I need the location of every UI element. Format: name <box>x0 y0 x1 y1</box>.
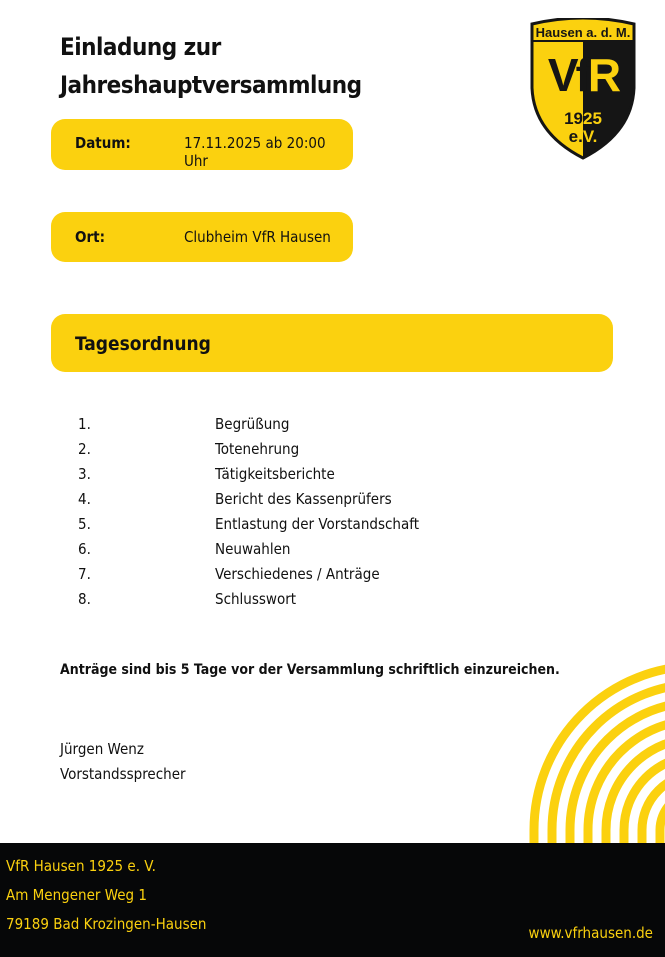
agenda-item-text: Tätigkeitsberichte <box>215 465 335 483</box>
agenda-item-text: Bericht des Kassenprüfers <box>215 490 392 508</box>
footer-website-link[interactable]: www.vfrhausen.de <box>528 924 653 942</box>
location-value: Clubheim VfR Hausen <box>184 228 331 246</box>
agenda-item-number: 1. <box>78 415 91 433</box>
agenda-item-number: 8. <box>78 590 91 608</box>
agenda-item-text: Schlusswort <box>215 590 297 608</box>
location-label: Ort: <box>75 228 105 246</box>
agenda-item-text: Begrüßung <box>215 415 290 433</box>
agenda-item-text: Verschiedenes / Anträge <box>215 565 380 583</box>
svg-text:VfR: VfR <box>547 49 619 101</box>
submission-note: Anträge sind bis 5 Tage vor der Versammlung schriftlich einzureichen. <box>60 662 560 678</box>
title-line-2: Jahreshauptversammlung <box>60 71 362 99</box>
footer-street: Am Mengener Weg 1 <box>6 886 147 904</box>
footer-club-name: VfR Hausen 1925 e. V. <box>6 857 156 875</box>
agenda-item-number: 5. <box>78 515 91 533</box>
title-line-1: Einladung zur <box>60 33 221 61</box>
signature-name: Jürgen Wenz <box>60 740 144 758</box>
arc <box>660 792 665 845</box>
signature-role: Vorstandssprecher <box>60 765 186 783</box>
agenda-item-number: 4. <box>78 490 91 508</box>
footer-address <box>6 852 206 939</box>
agenda-item-number: 7. <box>78 565 91 583</box>
agenda-heading: Tagesordnung <box>75 333 211 355</box>
svg-text:e.V.: e.V. <box>568 127 598 146</box>
agenda-item-text: Neuwahlen <box>215 540 291 558</box>
svg-text:Hausen a. d. M.: Hausen a. d. M. <box>535 25 631 40</box>
agenda-item-number: 2. <box>78 440 91 458</box>
agenda-item-number: 6. <box>78 540 91 558</box>
agenda-item-text: Totenehrung <box>215 440 300 458</box>
agenda-item-text: Entlastung der Vorstandschaft <box>215 515 419 533</box>
date-label: Datum: <box>75 134 131 152</box>
date-value: 17.11.2025 ab 20:00 Uhr <box>184 134 326 170</box>
footer-city: 79189 Bad Krozingen-Hausen <box>6 915 207 933</box>
footer <box>0 843 665 957</box>
agenda-item-number: 3. <box>78 465 91 483</box>
svg-text:1925: 1925 <box>564 109 602 128</box>
